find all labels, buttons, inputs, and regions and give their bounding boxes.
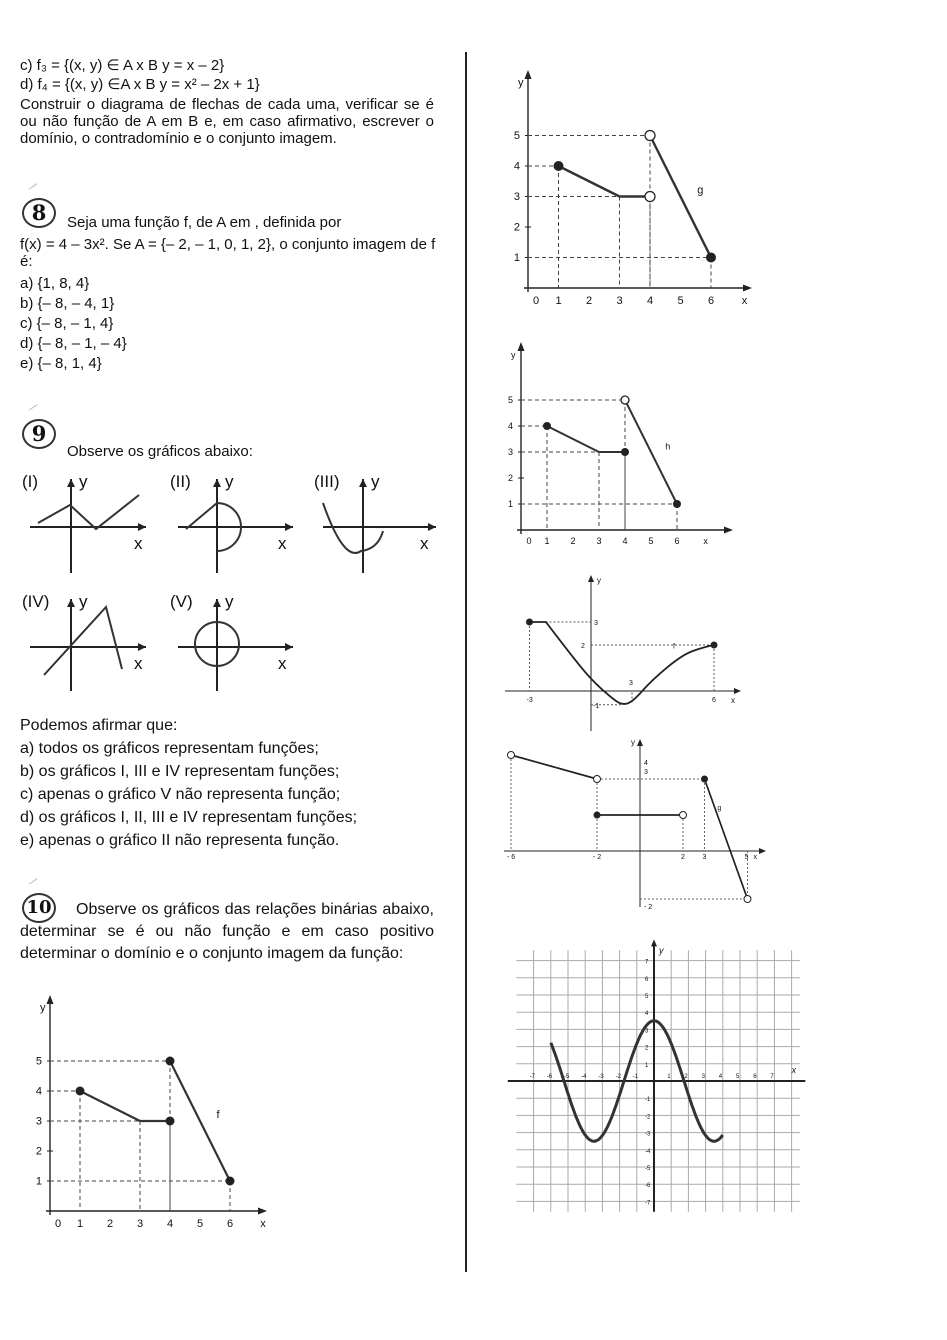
x-tick-label: 0: [532, 295, 540, 307]
x-tick-label: -2: [615, 1074, 621, 1080]
series-line: [559, 166, 651, 197]
y-axis-label: y: [597, 576, 601, 585]
closed-point: [673, 500, 681, 508]
y-tick-label: 3: [35, 1115, 42, 1128]
x-tick-label: 5: [648, 536, 654, 546]
y-tick-label: 2: [645, 1045, 649, 1052]
series-curve: [530, 622, 715, 704]
y-axis-label: y: [40, 1002, 46, 1014]
y-tick-label: 1: [513, 252, 520, 265]
graph-II-x: x: [278, 534, 287, 553]
q9-lead: Podemos afirmar que:: [20, 717, 178, 734]
open-point: [744, 896, 751, 903]
y-axis-label: y: [659, 945, 664, 956]
closed-point: [76, 1087, 85, 1096]
tick-label: - 2: [644, 904, 653, 911]
y-axis-label: y: [631, 738, 635, 747]
graph-II-y: y: [225, 472, 234, 491]
tick-label: 6: [712, 697, 716, 704]
open-point: [645, 131, 655, 141]
x-axis-label: x: [260, 1218, 266, 1230]
closed-point: [594, 812, 601, 819]
y-tick-label: 2: [35, 1145, 42, 1158]
graph-I-x: x: [134, 534, 143, 553]
x-axis-label: x: [791, 1065, 797, 1075]
x-axis-arrow: [258, 1208, 267, 1215]
instruction-text: Construir o diagrama de flechas de cada uma, verificar se é ou não função de A em B e, em caso afirmativo, escrever o domínio, o contradomínio e o conjunto imagem.: [20, 96, 434, 147]
series-line: [170, 1061, 230, 1181]
tick-label: 5: [744, 854, 749, 861]
x-tick-label: -5: [564, 1074, 570, 1080]
open-point: [621, 396, 629, 404]
item-d: d) f₄ = {(x, y) ∈A x B y = x² – 2x + 1}: [20, 76, 260, 93]
y-tick-label: -5: [645, 1166, 651, 1172]
series-line: [702, 779, 748, 899]
x-tick-label: 2: [106, 1218, 114, 1230]
y-tick-label: 5: [35, 1055, 42, 1068]
tick-label: - 2: [593, 854, 602, 861]
x-tick-label: 6: [753, 1074, 757, 1080]
closed-point: [706, 253, 716, 263]
tick-label: 2: [581, 643, 585, 650]
column-divider: [465, 52, 467, 1272]
x-tick-label: 3: [136, 1218, 144, 1230]
q8-option-b: b) {– 8, – 4, 1}: [20, 295, 115, 312]
q8-option-e: e) {– 8, 1, 4}: [20, 355, 102, 372]
x-tick-label: 4: [166, 1218, 174, 1230]
y-tick-label: -1: [645, 1097, 651, 1104]
x-tick-label: 4: [646, 295, 654, 307]
y-tick-label: 5: [507, 395, 513, 405]
x-tick-label: 5: [196, 1218, 204, 1230]
y-axis-arrow: [637, 739, 643, 746]
series-label: f: [216, 1109, 220, 1121]
x-tick-label: 5: [677, 295, 684, 307]
x-axis-label: x: [703, 536, 708, 546]
y-tick-label: -3: [645, 1131, 651, 1138]
x-tick-label: 1: [667, 1074, 671, 1080]
y-tick-label: 6: [645, 976, 649, 983]
x-axis-label: x: [731, 696, 735, 705]
x-tick-label: 0: [526, 536, 532, 546]
x-tick-label: 1: [76, 1218, 84, 1230]
closed-point: [621, 448, 629, 456]
x-tick-label: -1: [632, 1074, 639, 1080]
chart-h-steps: [495, 340, 735, 555]
x-tick-label: 6: [226, 1218, 234, 1230]
closed-point: [526, 619, 533, 626]
series-line: [547, 426, 625, 452]
x-tick-label: 7: [770, 1074, 774, 1080]
y-tick-label: 3: [507, 447, 513, 457]
chart-sine-grid: [508, 928, 808, 1218]
graph-IV-y: y: [79, 592, 88, 611]
y-tick-label: 1: [645, 1062, 649, 1069]
q9-option-c: c) apenas o gráfico V não representa função;: [20, 786, 341, 803]
closed-point: [543, 422, 551, 430]
tick-label: 3: [594, 620, 598, 627]
x-tick-label: 3: [701, 1074, 705, 1080]
y-axis-arrow: [518, 342, 525, 351]
y-tick-label: 3: [513, 191, 520, 204]
y-tick-label: 5: [513, 130, 520, 143]
series-label: f: [673, 643, 675, 651]
x-axis-arrow: [734, 688, 741, 694]
x-tick-label: 6: [674, 536, 680, 546]
tick-label: -1: [593, 702, 600, 710]
tick-label: 3: [629, 680, 633, 687]
graph-III-label: (III): [314, 472, 340, 491]
x-tick-label: -3: [598, 1074, 604, 1080]
series-label: h: [665, 441, 671, 452]
x-tick-label: 2: [570, 536, 576, 546]
series-line: [650, 136, 711, 258]
open-point: [508, 752, 515, 759]
closed-point: [554, 161, 564, 171]
x-tick-label: 3: [596, 536, 602, 546]
item-c: c) f₃ = {(x, y) ∈ A x B y = x – 2}: [20, 57, 225, 74]
y-tick-label: 4: [645, 1011, 649, 1018]
x-tick-label: 0: [54, 1218, 62, 1230]
graph-I-label: (I): [22, 472, 39, 491]
y-tick-label: 5: [645, 994, 649, 1000]
q9-stem: Observe os gráficos abaixo:: [67, 443, 253, 460]
x-tick-label: -6: [546, 1074, 553, 1080]
x-tick-label: 2: [585, 295, 593, 307]
q8-option-c: c) {– 8, – 1, 4}: [20, 315, 114, 332]
tick-label: 2: [681, 854, 685, 861]
tick-label: -3: [526, 697, 533, 704]
graph-V-x: x: [278, 654, 287, 673]
y-tick-label: 4: [35, 1085, 42, 1098]
tick-label: - 6: [507, 854, 516, 861]
closed-point: [711, 642, 718, 649]
series-line: [511, 755, 597, 779]
question-9-number: 9: [22, 419, 56, 449]
x-tick-label: -4: [581, 1074, 587, 1080]
y-axis-label: y: [518, 77, 524, 89]
graph-IV-label: (IV): [22, 592, 50, 611]
series-line: [80, 1091, 170, 1121]
x-axis-arrow: [724, 527, 733, 534]
x-axis-arrow: [759, 848, 766, 854]
y-tick-label: -6: [645, 1183, 651, 1190]
graph-V-label: (V): [170, 592, 193, 611]
y-tick-label: 4: [513, 160, 520, 173]
q9-option-b: b) os gráficos I, III e IV representam funções;: [20, 763, 340, 780]
open-point: [594, 776, 601, 783]
graph-III-x: x: [420, 534, 429, 553]
graph-III-y: y: [371, 472, 380, 491]
graph-IV-x: x: [134, 654, 143, 673]
q9-graphs: [18, 465, 458, 695]
series-label: g: [697, 184, 704, 197]
graph-I-y: y: [79, 472, 88, 491]
y-axis-arrow: [525, 70, 532, 79]
question-10-number: 10: [22, 893, 56, 923]
x-axis-label: x: [753, 854, 757, 861]
q9-option-d: d) os gráficos I, II, III e IV representam funções;: [20, 809, 358, 826]
tick-label: 3: [702, 854, 707, 861]
y-tick-label: 1: [507, 499, 513, 509]
q8-option-a: a) {1, 8, 4}: [20, 275, 90, 292]
x-tick-label: 1: [555, 295, 562, 307]
x-axis-arrow: [743, 285, 752, 292]
series-line: [625, 400, 677, 504]
closed-point: [166, 1057, 175, 1066]
x-tick-label: 3: [616, 295, 623, 307]
chart-f-curve: [505, 575, 755, 730]
tick-label: 3: [644, 769, 648, 776]
x-tick-label: 5: [736, 1074, 740, 1080]
x-tick-label: 4: [718, 1074, 723, 1080]
chart-g-steps: [490, 60, 750, 320]
chart-g-piecewise: [500, 735, 770, 915]
x-tick-label: -7: [529, 1074, 535, 1080]
y-tick-label: -4: [645, 1148, 651, 1155]
y-axis-arrow: [588, 575, 594, 582]
q9-option-a: a) todos os gráficos representam funções;: [20, 740, 319, 757]
x-tick-label: 4: [622, 536, 628, 546]
y-axis-arrow: [47, 995, 54, 1004]
open-point: [645, 192, 655, 202]
graph-II-label: (II): [170, 472, 191, 491]
y-axis-arrow: [651, 939, 657, 946]
open-point: [680, 812, 687, 819]
y-tick-label: -2: [645, 1114, 651, 1121]
y-tick-label: 3: [645, 1028, 649, 1035]
q8-option-d: d) {– 8, – 1, – 4}: [20, 335, 127, 352]
y-tick-label: -7: [645, 1200, 651, 1207]
y-axis-label: y: [511, 350, 516, 360]
tick-label: 4: [644, 760, 648, 767]
x-tick-label: 1: [544, 536, 550, 546]
q8-stem-1: Seja uma função f, de A em , definida por: [67, 214, 342, 231]
q9-option-e: e) apenas o gráfico II não representa função.: [20, 832, 340, 849]
y-tick-label: 7: [645, 959, 649, 966]
y-tick-label: 2: [513, 221, 520, 234]
x-axis-label: x: [741, 295, 748, 307]
closed-point: [166, 1117, 175, 1126]
closed-point: [226, 1177, 235, 1186]
q8-stem-2: f(x) = 4 – 3x². Se A = {– 2, – 1, 0, 1, 2}, o conjunto imagem de f é:: [20, 236, 436, 270]
question-8-number: 8: [22, 198, 56, 228]
closed-point: [701, 776, 708, 783]
q10-stem: Observe os gráficos das relações binárias abaixo, determinar se é ou não função e em caso positivo determinar o domínio e o conjunto imagem da função:: [20, 901, 434, 962]
y-tick-label: 2: [507, 473, 513, 483]
y-tick-label: 1: [35, 1175, 42, 1188]
graph-V-y: y: [225, 592, 234, 611]
chart-f-steps: [18, 995, 268, 1235]
y-tick-label: 4: [507, 421, 513, 431]
series-label: g: [717, 805, 722, 813]
x-tick-label: 2: [684, 1074, 688, 1080]
x-tick-label: 6: [707, 295, 715, 307]
